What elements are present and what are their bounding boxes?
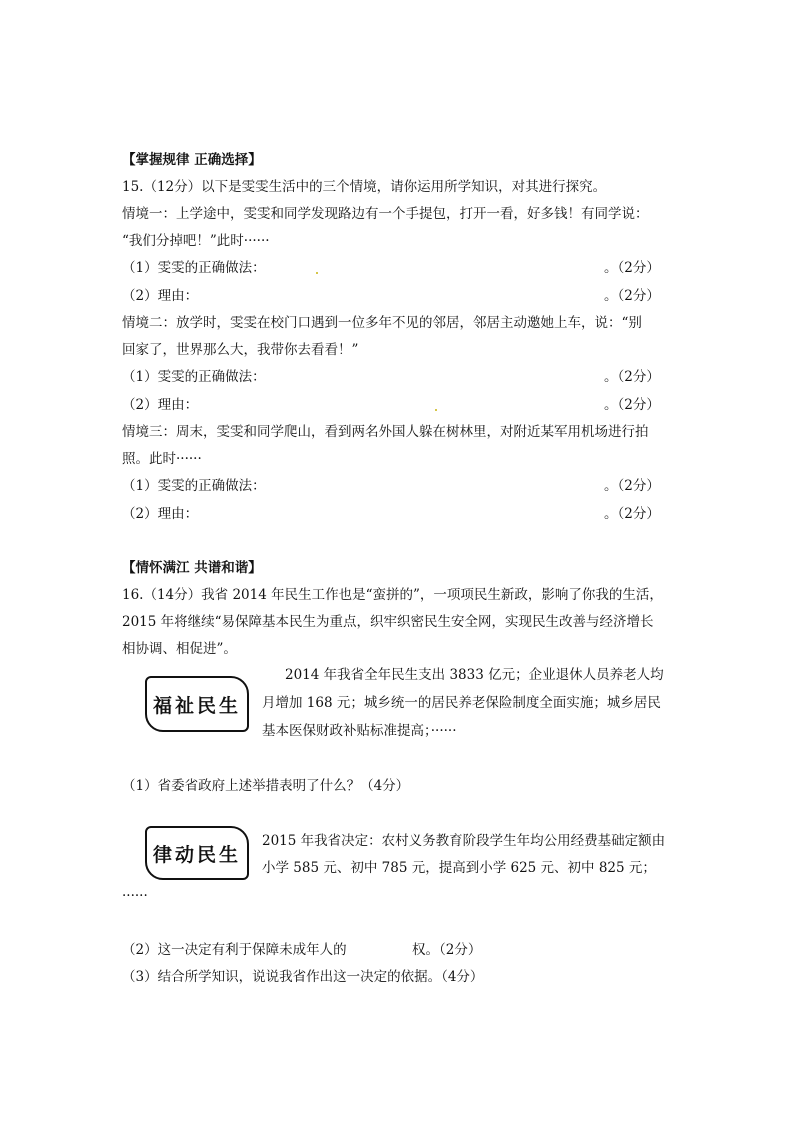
material1-line1: 2014 年我省全年民生支出 3833 亿元；企业退休人员养老人均 <box>285 667 664 683</box>
q15-head: 15.（12分）以下是雯雯生活中的三个情境，请你运用所学知识，对其进行探究。 <box>122 179 607 195</box>
material1-line2: 月增加 168 元；城乡统一的居民养老保险制度全面实施；城乡居民 <box>262 695 661 711</box>
s2-line1: 情境二：放学时，雯雯在校门口遇到一位多年不见的邻居，邻居主动邀她上车，说：“别 <box>122 315 642 331</box>
s3-answer2-label: （2）理由： <box>122 506 199 522</box>
s3-line2: 照。此时······ <box>122 451 202 467</box>
s3-answer1-label: （1）雯雯的正确做法： <box>122 478 266 494</box>
material1-line3: 基本医保财政补贴标准提高；······ <box>262 723 457 739</box>
banner-lvdong-minsheng <box>145 826 249 880</box>
s3-answer1-score: 。（2分） <box>604 478 660 494</box>
section2-title: 【情怀满江 共谱和谐】 <box>122 560 262 576</box>
s1-answer1-label: （1）雯雯的正确做法： <box>122 260 266 276</box>
s2-answer1-score: 。（2分） <box>604 369 660 385</box>
s1-answer2-label: （2）理由： <box>122 288 199 304</box>
q16-line2: 2015 年将继续“易保障基本民生为重点，织牢织密民生安全网，实现民生改善与经济增长 <box>122 614 654 630</box>
banner1-text: 福祉民生 <box>152 694 241 717</box>
stray-dot <box>316 272 318 274</box>
s3-line1: 情境三：周末，雯雯和同学爬山，看到两名外国人躲在树林里，对附近某军用机场进行拍 <box>122 424 649 440</box>
material2-line2: 小学 585 元、初中 785 元，提高到小学 625 元、初中 825 元； <box>262 860 656 876</box>
stray-dot <box>435 409 437 411</box>
material2-line3: ······ <box>122 888 148 904</box>
s1-line2: “我们分掉吧！”此时······ <box>122 233 270 249</box>
s2-answer2-label: （2）理由： <box>122 397 199 413</box>
q16-sub3: （3）结合所学知识，说说我省作出这一决定的依据。（4分） <box>122 969 484 985</box>
material2-line1: 2015 年我省决定：农村义务教育阶段学生年均公用经费基础定额由 <box>262 833 666 849</box>
q16-line3: 相协调、相促进”。 <box>122 641 237 657</box>
s1-answer2-score: 。（2分） <box>604 288 660 304</box>
q16-sub2-part1: （2）这一决定有利于保障未成年人的 <box>122 942 347 958</box>
banner2-text: 律动民生 <box>152 843 241 866</box>
q16-line1: 16.（14分）我省 2014 年民生工作也是“蛮拼的”，一项项民生新政，影响了你我的生活， <box>122 587 663 603</box>
s1-line1: 情境一：上学途中，雯雯和同学发现路边有一个手提包，打开一看，好多钱！有同学说： <box>122 206 649 222</box>
section1-title: 【掌握规律 正确选择】 <box>122 152 262 168</box>
q16-sub1: （1）省委省政府上述举措表明了什么？（4分） <box>122 778 410 794</box>
s1-answer1-score: 。（2分） <box>604 260 660 276</box>
s2-line2: 回家了，世界那么大，我带你去看看！” <box>122 342 359 358</box>
s2-answer1-label: （1）雯雯的正确做法： <box>122 369 266 385</box>
q16-sub2-part2: 权。（2分） <box>412 942 482 958</box>
s2-answer2-score: 。（2分） <box>604 397 660 413</box>
s3-answer2-score: 。（2分） <box>604 506 660 522</box>
banner-fuzhi-minsheng <box>145 676 249 732</box>
